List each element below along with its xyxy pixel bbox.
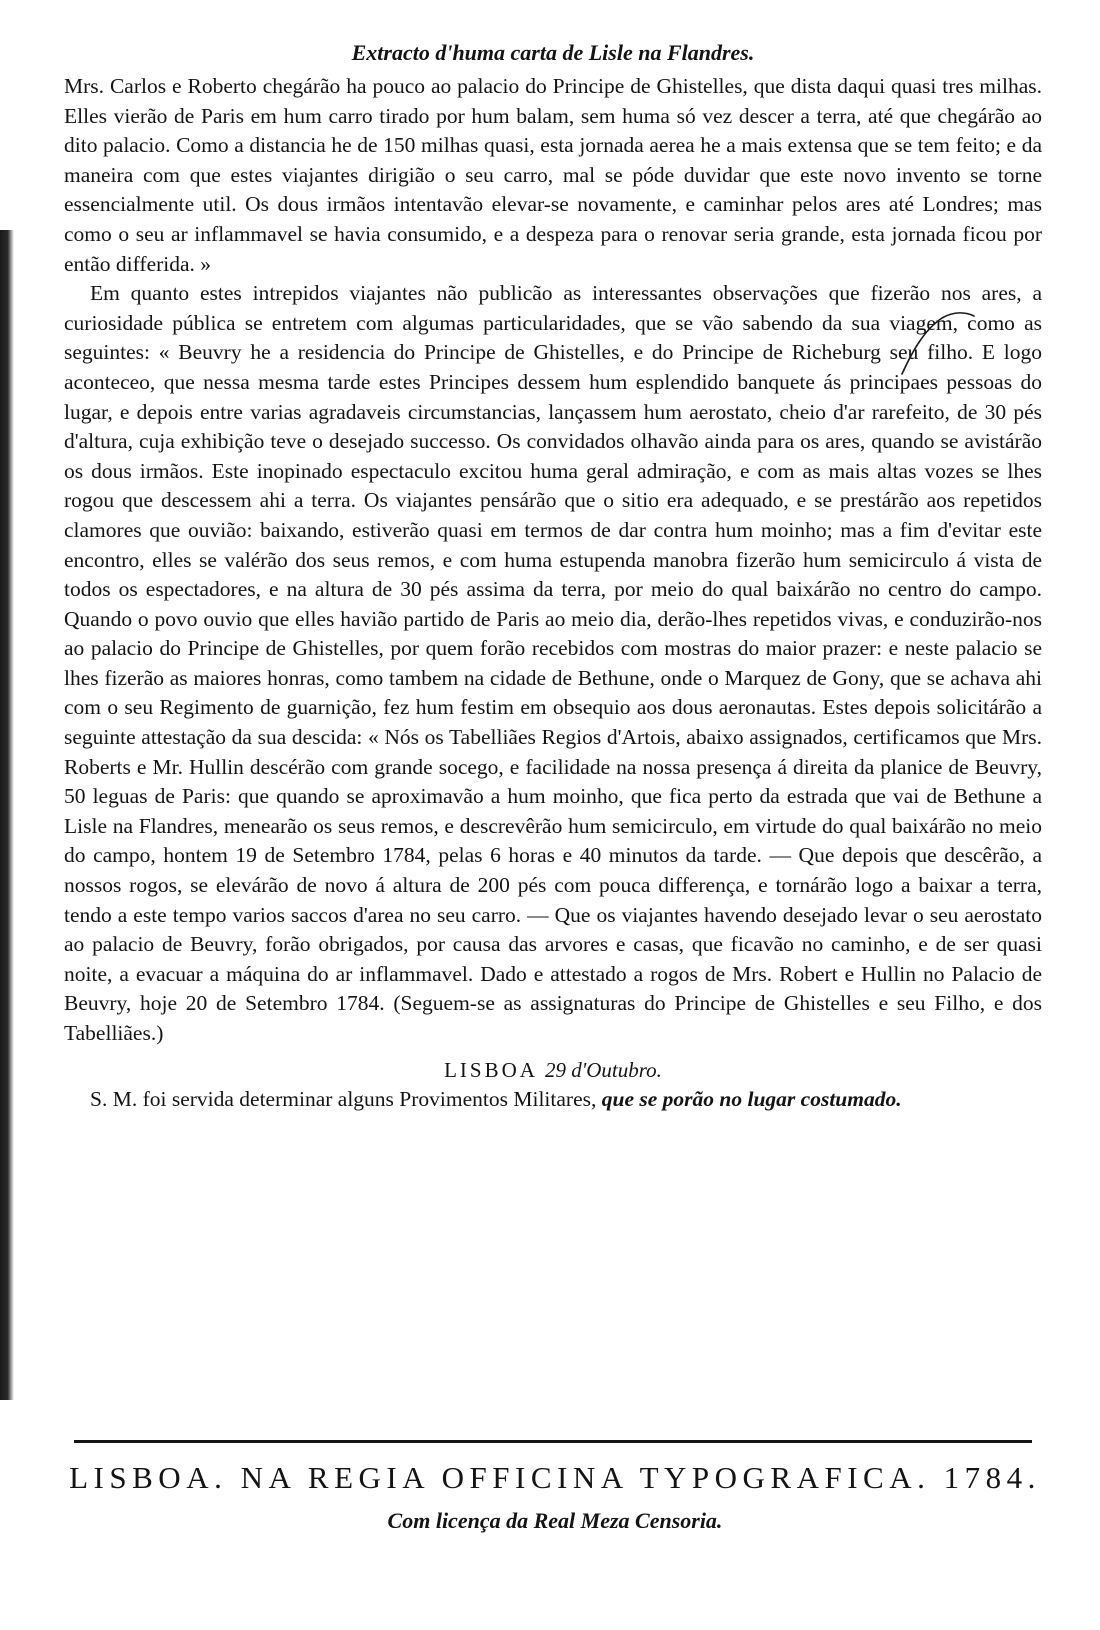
printer-imprint: LISBOA. NA REGIA OFFICINA TYPOGRAFICA. 1784. (69, 1460, 1041, 1495)
article-heading: Extracto d'huma carta de Lisle na Flandres. (351, 40, 755, 65)
footer-rule (74, 1440, 1032, 1443)
page-binding-shadow (0, 230, 14, 1400)
dateline-date: 29 d'Outubro. (545, 1057, 662, 1082)
censor-licence: Com licença da Real Meza Censoria. (387, 1508, 723, 1533)
paragraph-1: Mrs. Carlos e Roberto chegárão ha pouco ao palacio do Principe de Ghistelles, que dista daqui quasi tres milhas. Elles vierão de Paris em hum carro tirado por hum balam, sem huma só vez descer a terra, até que chegárão ao dito palacio. Como a distancia he de 150 milhas quasi, esta jornada aerea he a mais extensa que se tem feito; e da maneira com que estes viajantes dirigião o seu carro, mal se póde duvidar que este novo invento se torne essencialmente util. Os dous irmãos intentavão elevar-se novamente, e caminhar pelos ares até Londres; mas como o seu ar inflammavel se havia consumido, e a despeza para o renovar seria grande, esta jornada ficou por então differida. » (64, 74, 1042, 276)
paragraph-2: Em quanto estes intrepidos viajantes não publicão as interessantes observações que fizerão nos ares, a curiosidade pública se entretem com algumas particularidades, que se vão sabendo da sua viagem, como as seguintes: « Beuvry he a residencia do Principe de Ghistelles, e do Principe de Richeburg seu filho. E logo aconteceo, que nessa mesma tarde estes Principes dessem hum esplendido banquete ás principaes pessoas do lugar, e depois entre varias agradaveis circumstancias, lançassem hum aerostato, cheio d'ar rarefeito, de 30 pés d'altura, cuja exhibição teve o desejado successo. Os convidados olhavão ainda para os ares, quando se avistárão os dous irmãos. Este inopinado espectaculo excitou huma geral admiração, e com as mais altas vozes se lhes rogou que descessem ahi a terra. Os viajantes pensárão que o sitio era adequado, e se prestárão aos repetidos clamores que ouvião: baixando, estiverão quasi em termos de dar contra hum moinho; mas a fim d'evitar este encontro, elles se valérão dos seus remos, e com huma estupenda manobra fizerão hum semicirculo á vista de todos os espectadores, e na altura de 30 pés assima da terra, por meio do qual baixárão no centro do campo. Quando o povo ouvio que elles havião partido de Paris ao meio dia, derão-lhes repetidos vivas, e conduzirão-nos ao palacio do Principe de Ghistelles, por quem forão recebidos com mostras do maior prazer: e neste palacio se lhes fizerão as maiores honras, como tambem na cidade de Bethune, onde o Marquez de Gony, que se achava ahi com o seu Regimento de guarnição, fez hum festim em obsequio aos dous aeronautas. Estes depois solicitárão a seguinte attestação da sua descida: « Nós os Tabelliães Regios d'Artois, abaixo assignados, certificamos que Mrs. Roberts e Mr. Hullin descérão com grande socego, e facilidade na nossa presença á direita da planice de Beuvry, 50 leguas de Paris: que quando se aproximavão a hum moinho, que fica perto da estrada que vai de Bethune a Lisle na Flandres, menearão os seus remos, e descrevêrão hum semicirculo, em virtude do qual baixárão no meio do campo, hontem 19 de Setembro 1784, pelas 6 horas e 40 minutos da tarde. — Que depois que descêrão, a nossos rogos, se elevárão de novo á altura de 200 pés com pouca differença, e tornárão logo a baixar a terra, tendo a este tempo varios saccos d'area no seu carro. — Que os viajantes havendo desejado levar o seu aerostato ao palacio de Beuvry, forão obrigados, por causa das arvores e casas, que ficavão no caminho, e de ser quasi noite, a evacuar a máquina do ar inflammavel. Dado e attestado a rogos de Mrs. Robert e Hullin no Palacio de Beuvry, hoje 20 de Setembro 1784. (Seguem-se as assignaturas do Principe de Ghistelles e seu Filho, e dos Tabelliães.) (64, 281, 1042, 1045)
dateline (64, 1055, 1042, 1085)
notice-text: S. M. foi servida determinar alguns Provimentos Militares, (90, 1086, 597, 1111)
notice-italic: que se porão no lugar costumado. (601, 1086, 902, 1111)
article-body (64, 38, 1042, 1114)
dateline-city: LISBOA (444, 1057, 537, 1082)
royal-notice (64, 1085, 1042, 1115)
handwritten-ink-stroke (898, 308, 978, 378)
